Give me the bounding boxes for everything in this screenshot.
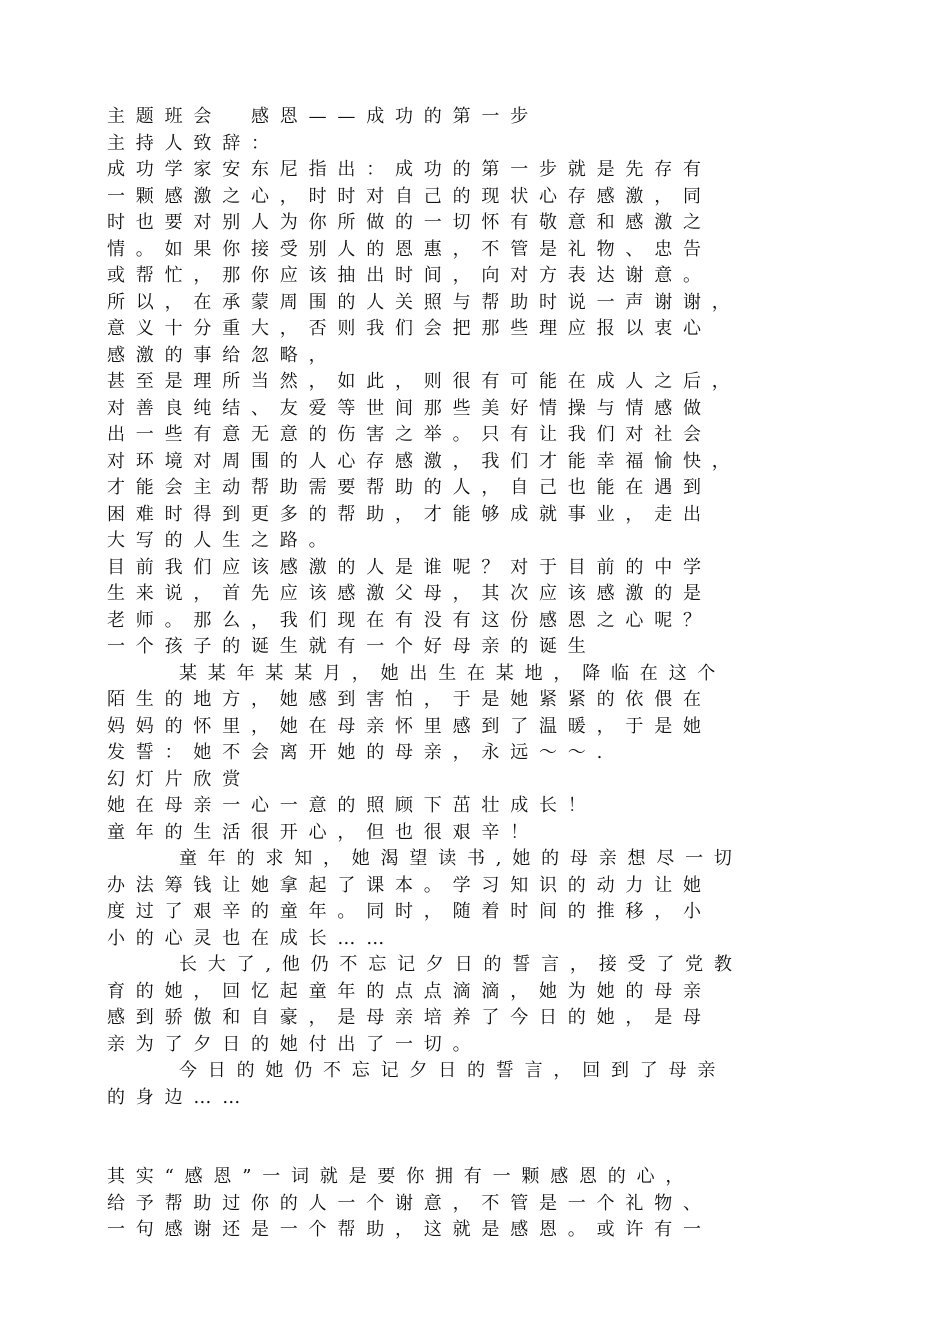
text-line: 主持人致辞： (107, 132, 280, 154)
text-line: 才能会主动帮助需要帮助的人，自己也能在遇到 (107, 477, 712, 498)
text-line: 大写的人生之路。 (107, 530, 338, 551)
document-title: 主题班会 感恩——成功的第一步 (107, 106, 539, 127)
text-line: 度过了艰辛的童年。同时，随着时间的推移，小 (107, 901, 712, 922)
text-line: 的身边…… (107, 1086, 251, 1108)
text-line (107, 1111, 847, 1138)
text-line: 给予帮助过你的人一个谢意，不管是一个礼物、 (107, 1192, 712, 1214)
text-line: 妈妈的怀里，她在母亲怀里感到了温暖，于是她 (107, 715, 712, 737)
text-line: 对善良纯结、友爱等世间那些美好情操与情感做 (107, 397, 712, 419)
body-text (107, 104, 847, 1244)
text-line: 意义十分重大，否则我们会把那些理应报以衷心 (107, 318, 712, 339)
text-line: 一个孩子的诞生就有一个好母亲的诞生 (107, 636, 597, 657)
text-line: 亲为了夕日的她付出了一切。 (107, 1033, 482, 1055)
text-line: 情。如果你接受别人的恩惠，不管是礼物、忠告 (107, 238, 712, 260)
text-line: 她在母亲一心一意的照顾下茁壮成长！ (107, 795, 597, 816)
text-line: 童年的求知，她渴望读书,她的母亲想尽一切 (179, 848, 743, 869)
text-line: 其实“感恩”一词就是要你拥有一颗感恩的心， (107, 1166, 695, 1187)
text-line: 育的她，回忆起童年的点点滴滴，她为她的母亲 (107, 980, 712, 1002)
text-line: 老师。那么，我们现在有没有这份感恩之心呢？ (107, 609, 712, 631)
text-line: 一句感谢还是一个帮助，这就是感恩。或许有一 (107, 1219, 712, 1240)
text-line: 办法筹钱让她拿起了课本。学习知识的动力让她 (107, 874, 712, 896)
text-line: 所以，在承蒙周围的人关照与帮助时说一声谢谢， (107, 291, 741, 313)
text-line: 发誓：她不会离开她的母亲，永远～～. (107, 742, 614, 763)
text-line: 出一些有意无意的伤害之举。只有让我们对社会 (107, 424, 712, 445)
text-line: 童年的生活很开心，但也很艰辛！ (107, 821, 539, 843)
text-line: 甚至是理所当然，如此，则很有可能在成人之后， (107, 371, 741, 392)
text-line: 或帮忙，那你应该抽出时间，向对方表达谢意。 (107, 265, 712, 286)
text-line: 幻灯片欣赏 (107, 768, 251, 790)
text-line: 目前我们应该感激的人是谁呢？对于目前的中学 (107, 556, 712, 578)
text-line: 一颗感激之心，时时对自己的现状心存感激，同 (107, 185, 712, 207)
text-line (107, 1138, 847, 1165)
text-line: 某某年某某月，她出生在某地，降临在这个 (179, 662, 727, 684)
text-line: 今日的她仍不忘记夕日的誓言，回到了母亲 (179, 1060, 727, 1081)
text-line: 生来说，首先应该感激父母，其次应该感激的是 (107, 583, 712, 604)
text-line: 成功学家安东尼指出：成功的第一步就是先存有 (107, 159, 712, 180)
text-line: 对环境对周围的人心存感激，我们才能幸福愉快， (107, 450, 741, 472)
text-line: 困难时得到更多的帮助，才能够成就事业，走出 (107, 503, 712, 525)
text-line: 陌生的地方，她感到害怕，于是她紧紧的依偎在 (107, 689, 712, 710)
text-line: 感到骄傲和自豪，是母亲培养了今日的她，是母 (107, 1007, 712, 1028)
text-line: 小的心灵也在成长…… (107, 927, 395, 949)
text-line: 时也要对别人为你所做的一切怀有敬意和感激之 (107, 212, 712, 233)
text-line: 长大了,他仍不忘记夕日的誓言，接受了党教 (179, 954, 743, 975)
text-line: 感激的事给忽略， (107, 344, 338, 366)
